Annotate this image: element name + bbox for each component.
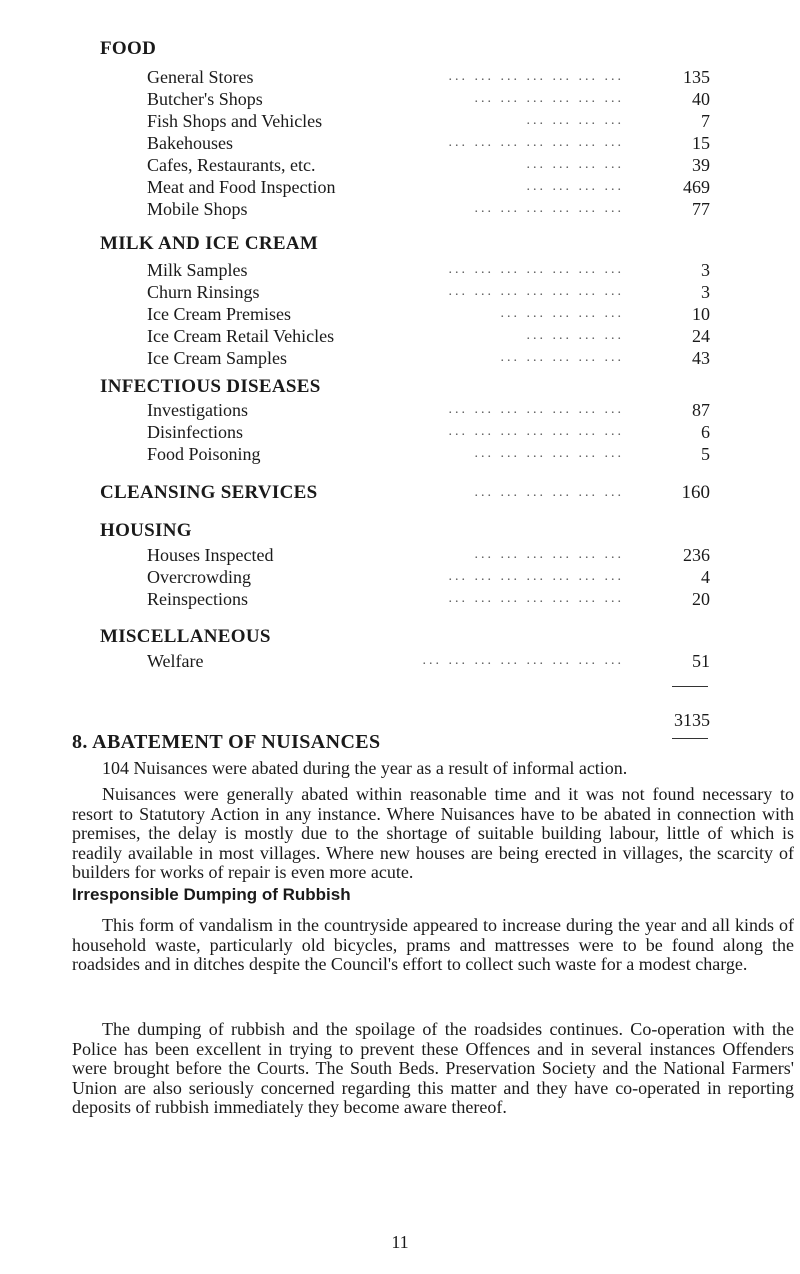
row-label: Mobile Shops (147, 199, 248, 219)
row-value: 40 (692, 89, 710, 109)
section-heading-infectious-diseases: INFECTIOUS DISEASES (100, 376, 321, 397)
row-value: 87 (692, 400, 710, 420)
table-row (100, 482, 710, 504)
abatement-paragraph-2: Nuisances were generally abated within reasonable time and it was not found necessary to resort to Statutory Action in any instance. Where Nuisances have to be abated in connection with premises, the delay is mostly due to the shortage of suitable building labour, little of which is readily available in most villages. Where new houses are being erected in villages, the scarcity of builders for works of repair is even more acute. (72, 784, 794, 882)
leader-dots: ... ... ... ... ... ... ... (448, 262, 624, 277)
table-row (147, 260, 710, 280)
row-label: Welfare (147, 651, 204, 671)
table-row (147, 567, 710, 587)
row-label: Bakehouses (147, 133, 233, 153)
row-label: Ice Cream Retail Vehicles (147, 326, 335, 346)
leader-dots: ... ... ... ... ... ... ... (448, 591, 624, 606)
row-value: 469 (683, 177, 710, 197)
row-label: Milk Samples (147, 260, 248, 280)
table-row (147, 155, 710, 175)
leader-dots: ... ... ... ... ... ... (474, 91, 624, 106)
table-row (147, 282, 710, 302)
row-label: Overcrowding (147, 567, 251, 587)
leader-dots: ... ... ... ... (526, 328, 624, 343)
total-rule-top (672, 686, 708, 687)
row-label: Ice Cream Premises (147, 304, 291, 324)
row-label: Disinfections (147, 422, 243, 442)
row-label: Houses Inspected (147, 545, 274, 565)
row-value: 43 (692, 348, 710, 368)
section-heading-housing: HOUSING (100, 520, 192, 541)
row-label: General Stores (147, 67, 254, 87)
leader-dots: ... ... ... ... ... ... (474, 485, 624, 500)
leader-dots: ... ... ... ... ... ... (474, 201, 624, 216)
abatement-paragraph-1: 104 Nuisances were abated during the year as a result of informal action. (102, 758, 628, 778)
section-heading-food: FOOD (100, 38, 157, 59)
row-value: 24 (692, 326, 710, 346)
leader-dots: ... ... ... ... ... ... ... (448, 402, 624, 417)
grand-total: 3135 (674, 710, 710, 730)
table-row (147, 545, 710, 565)
table-row (147, 589, 710, 609)
leader-dots: ... ... ... ... ... ... ... ... (422, 653, 624, 668)
row-value: 20 (692, 589, 710, 609)
table-row (147, 326, 710, 346)
row-label: Ice Cream Samples (147, 348, 287, 368)
row-label: Churn Rinsings (147, 282, 260, 302)
row-value: 236 (683, 545, 710, 565)
row-value: 6 (701, 422, 710, 442)
row-value: 3 (701, 260, 710, 280)
section-heading-cleansing-services: CLEANSING SERVICES (100, 482, 318, 503)
table-row (147, 651, 710, 671)
row-value: 5 (701, 444, 710, 464)
table-row (147, 199, 710, 219)
table-row (147, 400, 710, 420)
row-label: Food Poisoning (147, 444, 261, 464)
table-row (147, 133, 710, 153)
row-value: 7 (701, 111, 710, 131)
dumping-paragraph-2: The dumping of rubbish and the spoilage of the roadsides continues. Co-operation with the Police has been excellent in trying to prevent these Offences and in several instances Offenders were brought before the Courts. The South Beds. Preservation Society and the National Farmers' Union are also seriously concerned regarding this matter and they have co-operated in reporting deposits of rubbish immediately they become aware thereof. (72, 1019, 794, 1117)
row-label: Investigations (147, 400, 248, 420)
leader-dots: ... ... ... ... ... ... ... (448, 569, 624, 584)
table-row (147, 111, 710, 131)
row-label: Cafes, Restaurants, etc. (147, 155, 316, 175)
leader-dots: ... ... ... ... ... ... ... (448, 284, 624, 299)
row-value: 4 (701, 567, 710, 587)
row-value: 15 (692, 133, 710, 153)
section-heading-milk-ice-cream: MILK AND ICE CREAM (100, 233, 319, 254)
leader-dots: ... ... ... ... (526, 113, 624, 128)
row-value: 10 (692, 304, 710, 324)
total-rule-bottom (672, 738, 708, 739)
abatement-heading: 8. ABATEMENT OF NUISANCES (72, 731, 381, 753)
leader-dots: ... ... ... ... ... ... ... (448, 135, 624, 150)
row-value: 39 (692, 155, 710, 175)
row-label: Fish Shops and Vehicles (147, 111, 323, 131)
leader-dots: ... ... ... ... ... (500, 350, 624, 365)
table-row (147, 348, 710, 368)
row-value: 3 (701, 282, 710, 302)
table-row (147, 89, 710, 109)
dumping-paragraph-1: This form of vandalism in the countryside appeared to increase during the year and all kinds of household waste, particularly old bicycles, prams and mattresses were to be found along the roadsides and in ditches despite the Council's effort to collect such waste for a modest charge. (72, 915, 794, 974)
row-value: 135 (683, 67, 710, 87)
leader-dots: ... ... ... ... (526, 179, 624, 194)
row-label: Butcher's Shops (147, 89, 263, 109)
row-value: 160 (681, 482, 710, 503)
table-row (147, 422, 710, 442)
leader-dots: ... ... ... ... ... (500, 306, 624, 321)
table-row (147, 177, 710, 197)
leader-dots: ... ... ... ... ... ... ... (448, 424, 624, 439)
section-heading-miscellaneous: MISCELLANEOUS (100, 626, 271, 647)
leader-dots: ... ... ... ... ... ... (474, 446, 624, 461)
row-label: Reinspections (147, 589, 248, 609)
table-row (147, 444, 710, 464)
dumping-heading: Irresponsible Dumping of Rubbish (72, 885, 351, 904)
page-number: 11 (391, 1232, 409, 1252)
leader-dots: ... ... ... ... ... ... ... (448, 69, 624, 84)
leader-dots: ... ... ... ... ... ... (474, 547, 624, 562)
leader-dots: ... ... ... ... (526, 157, 624, 172)
row-value: 77 (692, 199, 710, 219)
row-value: 51 (692, 651, 710, 671)
table-row (147, 67, 710, 87)
row-label: Meat and Food Inspection (147, 177, 336, 197)
table-row (147, 304, 710, 324)
